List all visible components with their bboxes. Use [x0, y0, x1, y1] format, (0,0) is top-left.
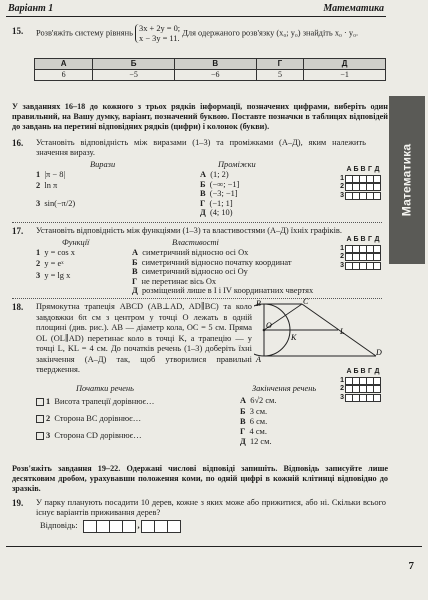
q15-option[interactable]: −5	[93, 70, 175, 81]
q15-statement	[36, 24, 386, 43]
grid-cell[interactable]	[373, 394, 381, 402]
fig-label-a: A	[256, 355, 261, 362]
q15-answer-table	[34, 58, 386, 81]
start-box	[36, 415, 44, 423]
start-box	[36, 398, 44, 406]
fig-label-b: B	[256, 299, 261, 308]
q15-option[interactable]: 6	[35, 70, 93, 81]
q17-prop-row: Г не перетинає вісь Ox	[132, 276, 217, 286]
header-variant: Варіант 1	[8, 3, 54, 14]
q18-end-row: Б 3 см.	[240, 407, 268, 416]
digit-box[interactable]	[141, 520, 155, 533]
fig-label-k: K	[291, 333, 297, 342]
q19-answer	[40, 520, 181, 533]
q17-col1-title: Функції	[62, 238, 90, 247]
q15-letter: Д	[304, 59, 386, 70]
q16-range-row: Д (4; 10)	[200, 208, 233, 217]
fig-label-l: L	[340, 327, 345, 336]
digit-box[interactable]	[154, 520, 168, 533]
q15-text-post: Для одержаного розв'язку (x₀; y₀) знайдіть x₀ · y₀.	[182, 28, 359, 38]
q17-func-row: 3 y = lg x	[36, 271, 71, 280]
decimal-comma: ,	[137, 521, 140, 531]
header-subject: Математика	[323, 3, 384, 14]
q17-col2-title: Властивості	[172, 238, 219, 247]
q17-prop-row: Д розміщений лише в I і IV координатних чвертях	[132, 286, 314, 295]
q17-text: Установіть відповідність між функціями (1–3) та властивостями (А–Д) їхніх графіків.	[36, 226, 342, 235]
q18-ends	[240, 396, 320, 447]
q16-expr-row: 2 ln π	[36, 181, 58, 190]
q15-letter-row	[35, 59, 386, 70]
q18-answer-grid: А Б В Г Д 1 2 3	[340, 368, 380, 401]
q19-text: У парку планують посадити 10 дерев, кожне з яких може або прижитися, або ні. Скільки всього існує варіантів приживання дерев?	[36, 498, 386, 518]
q19-number: 19.	[12, 498, 24, 508]
q18-number: 18.	[12, 302, 24, 312]
q18-start-row: 1 Висота трапеції дорівнює…	[36, 396, 206, 413]
q17-answer-grid: А Б В Г Д 1 2 3	[340, 236, 380, 269]
q18-start-row: 3 Сторона CD дорівнює…	[36, 430, 206, 447]
q15-eq1: 3x + 2y = 0;	[139, 24, 181, 33]
q15-value-row	[35, 70, 386, 81]
q18-figure	[254, 298, 384, 362]
grid-cell[interactable]	[373, 245, 381, 253]
digit-box[interactable]	[167, 520, 181, 533]
q15-option[interactable]: −1	[304, 70, 386, 81]
q17-properties	[132, 248, 332, 296]
q16-expr-row: 3 sin(−π/2)	[36, 199, 76, 208]
grid-cell[interactable]	[373, 183, 381, 191]
q16-range-row: Г (−1; 1]	[200, 198, 233, 208]
q15-system	[135, 24, 180, 43]
header-divider	[6, 16, 386, 17]
grid-cell[interactable]	[373, 385, 381, 393]
q18-text: Прямокутна трапеція ABCD (AB⊥AD, AD∥BC) та коло завдовжки 6π см з центром у точці O лежать в одній площині (див. рис.). AB — діаметр кола, OC = 5 см. Пряма OL (OL∥AD) перетинає коло в точці K, а трапецію — у точці L, KL = 4 см. До початків речень (1–3) доберіть їхні закінчення (А–Д) так, щоб утворилися правильні твердження.	[36, 302, 252, 374]
q17-number: 17.	[12, 226, 24, 236]
q15-letter: Б	[93, 59, 175, 70]
q17-functions	[36, 248, 116, 282]
grid-cell[interactable]	[373, 175, 381, 183]
q18-starts	[36, 396, 206, 447]
q16-number: 16.	[12, 138, 24, 148]
instructions-19-22: Розв'яжіть завдання 19–22. Одержані числові відповіді запишіть. Відповідь записуйте лише десятковим дробом, урахувавши положення коми, по одній цифрі в кожній клітинці відповідно до зразків.	[12, 464, 388, 493]
q17-prop-row: Б симетричний відносно початку координат	[132, 257, 292, 267]
q17-func-row: 2 y = eˣ	[36, 259, 64, 268]
q19-answer-label: Відповідь:	[40, 521, 78, 531]
grid-cell[interactable]	[373, 192, 381, 200]
fig-label-o: O	[266, 321, 272, 330]
q16-range-row: В (−3; −1]	[200, 189, 238, 198]
q18-end-row: Д 12 см.	[240, 437, 272, 446]
q15-text-pre: Розв'яжіть систему рівнянь	[36, 28, 133, 38]
q16-expr-row: 1 |π − 8|	[36, 170, 66, 179]
q15-letter: А	[35, 59, 93, 70]
q18-end-row: А 6√2 см.	[240, 396, 277, 405]
q17-prop-row: В симетричний відносно осі Oy	[132, 267, 248, 276]
fig-label-d: D	[376, 348, 382, 357]
q16-range-row: А (1; 2)	[200, 170, 229, 179]
q18-col1-title: Початки речень	[76, 384, 134, 393]
digit-box[interactable]	[109, 520, 123, 533]
grid-cell[interactable]	[373, 262, 381, 270]
digit-box[interactable]	[122, 520, 136, 533]
q15-letter: В	[174, 59, 256, 70]
q16-range-row: Б (−∞; −1]	[200, 179, 240, 189]
bottom-divider	[6, 546, 422, 547]
q15-letter: Г	[256, 59, 304, 70]
q16-expressions	[36, 170, 146, 216]
digit-box[interactable]	[96, 520, 110, 533]
side-tab-label: Математика	[399, 143, 414, 217]
q16-answer-grid: А Б В Г Д 1 2 3	[340, 166, 380, 199]
q15-option[interactable]: 5	[256, 70, 304, 81]
q16-col2-title: Проміжки	[218, 160, 256, 169]
instructions-16-18: У завданнях 16–18 до кожного з трьох рядків інформації, позначених цифрами, виберіть один правильний, на Вашу думку, варіант, позначений буквою. Поставте позначки в таблицях відповідей до завдань на перетині відповідних рядків (цифри) і колонок (букви).	[12, 102, 388, 131]
q15-number: 15.	[12, 26, 24, 36]
q18-end-row: В 6 см.	[240, 417, 268, 426]
divider	[12, 222, 382, 223]
q18-end-row: Г 4 см.	[240, 427, 267, 436]
q18-col2-title: Закінчення речень	[252, 384, 317, 393]
q17-func-row: 1 y = cos x	[36, 248, 75, 257]
grid-cell[interactable]	[373, 253, 381, 261]
q16-ranges	[200, 170, 280, 218]
page-number: 7	[408, 560, 414, 572]
q16-col1-title: Вирази	[90, 160, 116, 169]
q15-eq2: x − 3y = 11.	[139, 33, 180, 43]
q17-prop-row: А симетричний відносно осі Ox	[132, 248, 249, 257]
digit-box[interactable]	[83, 520, 97, 533]
q15-option[interactable]: −6	[174, 70, 256, 81]
grid-cell[interactable]	[373, 377, 381, 385]
fig-label-c: C	[303, 298, 309, 306]
subject-side-tab	[389, 96, 425, 264]
start-box	[36, 432, 44, 440]
q18-start-row: 2 Сторона BC дорівнює…	[36, 413, 206, 430]
q16-text: Установіть відповідність між виразами (1–3) та проміжками (А–Д), яким належить значення виразу.	[36, 138, 366, 158]
